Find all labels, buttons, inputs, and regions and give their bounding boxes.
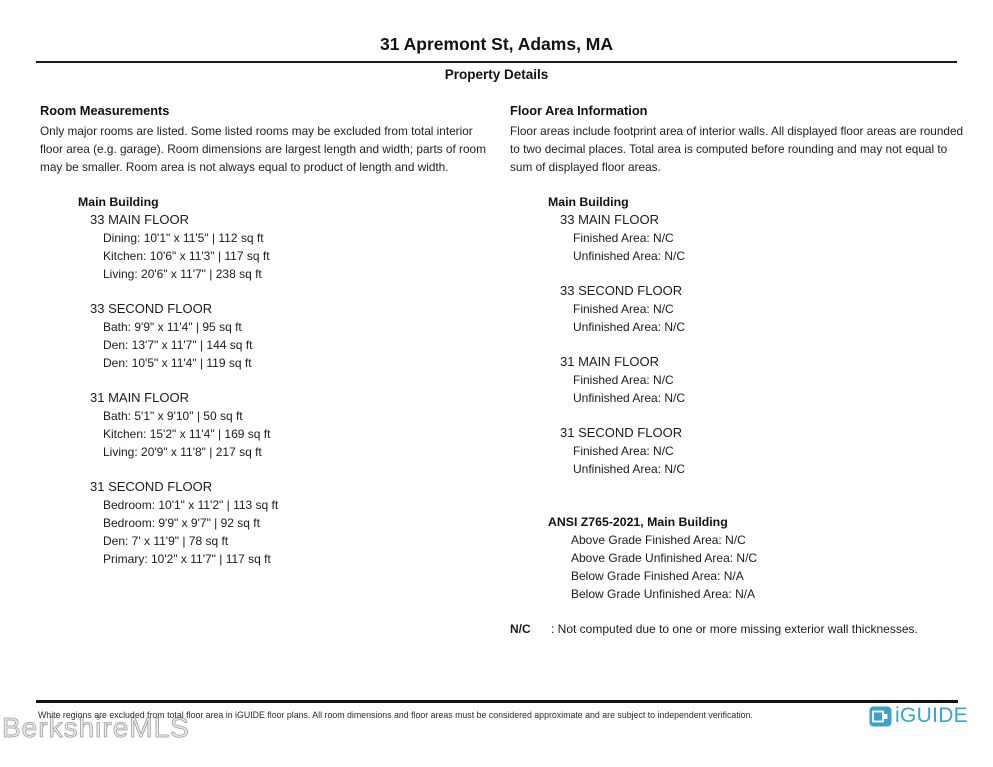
floor-name: 31 MAIN FLOOR bbox=[560, 354, 659, 369]
room-measurement-line: Living: 20'6" x 11'7" | 238 sq ft bbox=[103, 267, 262, 281]
title-divider bbox=[36, 61, 957, 63]
room-measurement-line: Den: 10'5" x 11'4" | 119 sq ft bbox=[103, 356, 252, 370]
floor-area-line: Unfinished Area: N/C bbox=[573, 320, 686, 334]
floor-section bbox=[90, 389, 492, 461]
floor-section bbox=[560, 353, 972, 407]
iguide-logo bbox=[869, 704, 968, 728]
room-measurement-line: Den: 7' x 11'9" | 78 sq ft bbox=[103, 534, 229, 548]
floor-area-description: Floor areas include footprint area of interior walls. All displayed floor areas are rounded to two decimal places. Total area is computed before rounding and may not equal to sum of displayed floor areas. bbox=[510, 124, 964, 174]
floor-section bbox=[560, 282, 972, 336]
mls-watermark: BerkshireMLS bbox=[2, 712, 190, 743]
floor-name: 31 SECOND FLOOR bbox=[560, 425, 683, 440]
iguide-logo-text: iGUIDE bbox=[895, 704, 968, 727]
ansi-heading: ANSI Z765-2021, Main Building bbox=[548, 515, 728, 529]
floor-section bbox=[560, 211, 972, 265]
room-measurement-line: Dining: 10'1" x 11'5" | 112 sq ft bbox=[103, 231, 264, 245]
floor-area-line: Unfinished Area: N/C bbox=[573, 249, 686, 263]
floor-section bbox=[90, 211, 492, 283]
room-building-name: Main Building bbox=[78, 195, 159, 209]
floor-name: 31 MAIN FLOOR bbox=[90, 390, 189, 405]
floor-area-section bbox=[510, 103, 972, 638]
floor-name: 33 MAIN FLOOR bbox=[560, 212, 659, 227]
floor-area-line: Finished Area: N/C bbox=[573, 302, 674, 316]
nc-footnote bbox=[510, 620, 972, 638]
floor-name: 31 SECOND FLOOR bbox=[90, 479, 213, 494]
floor-area-line: Finished Area: N/C bbox=[573, 231, 674, 245]
floor-section bbox=[90, 478, 492, 568]
footer-divider bbox=[36, 700, 958, 703]
room-measurement-line: Primary: 10'2" x 11'7" | 117 sq ft bbox=[103, 552, 271, 566]
ansi-line: Below Grade Unfinished Area: N/A bbox=[571, 587, 756, 601]
room-measurement-line: Bedroom: 10'1" x 11'2" | 113 sq ft bbox=[103, 498, 279, 512]
ansi-lines-list bbox=[558, 531, 972, 603]
floor-section bbox=[90, 300, 492, 372]
floor-name: 33 MAIN FLOOR bbox=[90, 212, 189, 227]
room-measurements-section bbox=[40, 103, 492, 585]
room-measurement-line: Kitchen: 15'2" x 11'4" | 169 sq ft bbox=[103, 427, 271, 441]
ansi-line: Above Grade Unfinished Area: N/C bbox=[571, 551, 758, 565]
floor-area-line: Unfinished Area: N/C bbox=[573, 462, 686, 476]
footer-disclaimer: White regions are excluded from total floor area in iGUIDE floor plans. All room dimensions and floor areas must be considered approximate and are subject to independent verification. bbox=[38, 710, 753, 720]
page-subtitle: Property Details bbox=[444, 67, 549, 82]
room-measurement-line: Bedroom: 9'9" x 9'7" | 92 sq ft bbox=[103, 516, 260, 530]
floor-area-heading: Floor Area Information bbox=[510, 103, 648, 118]
floor-area-line: Finished Area: N/C bbox=[573, 373, 674, 387]
room-measurement-line: Den: 13'7" x 11'7" | 144 sq ft bbox=[103, 338, 253, 352]
ansi-line: Above Grade Finished Area: N/C bbox=[571, 533, 746, 547]
floor-name: 33 SECOND FLOOR bbox=[90, 301, 213, 316]
room-floors-list bbox=[90, 211, 492, 568]
ansi-block bbox=[548, 513, 972, 603]
ansi-line: Below Grade Finished Area: N/A bbox=[571, 569, 744, 583]
area-building-name: Main Building bbox=[548, 195, 629, 209]
floor-name: 33 SECOND FLOOR bbox=[560, 283, 683, 298]
room-measurement-line: Kitchen: 10'6" x 11'3" | 117 sq ft bbox=[103, 249, 270, 263]
room-measurements-description: Only major rooms are listed. Some listed rooms may be excluded from total interior floor area (e.g. garage). Room dimensions are largest length and width; parts of room may be smaller. Room area is not always equal to product of length and width. bbox=[40, 124, 486, 174]
iguide-logo-icon bbox=[869, 706, 892, 727]
nc-footnote-term: N/C bbox=[510, 622, 531, 636]
room-measurement-line: Living: 20'9" x 11'8" | 217 sq ft bbox=[103, 445, 262, 459]
floor-area-line: Finished Area: N/C bbox=[573, 444, 674, 458]
room-measurements-heading: Room Measurements bbox=[40, 103, 170, 118]
room-measurement-line: Bath: 9'9" x 11'4" | 95 sq ft bbox=[103, 320, 242, 334]
nc-footnote-definition: : Not computed due to one or more missing exterior wall thicknesses. bbox=[551, 622, 918, 636]
floor-area-line: Unfinished Area: N/C bbox=[573, 391, 686, 405]
room-measurement-line: Bath: 5'1" x 9'10" | 50 sq ft bbox=[103, 409, 243, 423]
floor-section bbox=[560, 424, 972, 478]
area-floors-list bbox=[560, 211, 972, 478]
page-title: 31 Apremont St, Adams, MA bbox=[379, 34, 614, 54]
